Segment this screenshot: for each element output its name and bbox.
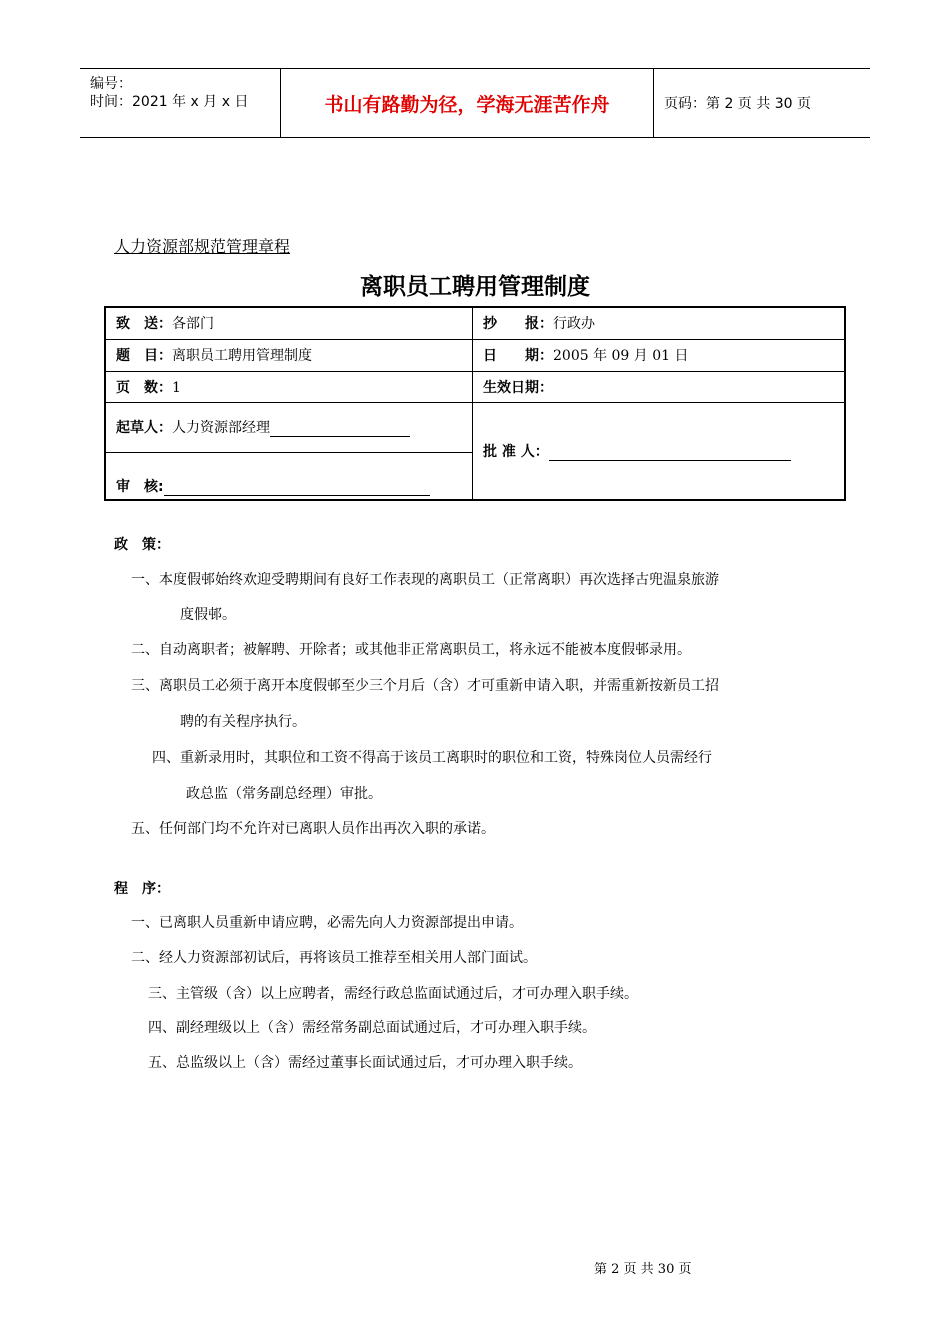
date-label: 日 期： (483, 348, 553, 364)
drafter-cell (105, 402, 473, 452)
subject-cell (105, 339, 473, 371)
to-value: 各部门 (172, 316, 214, 333)
approver-cell (473, 402, 846, 500)
policy-item-2: 二、自动离职者；被解聘、开除者；或其他非正常离职员工，将永远不能被本度假邨录用。 (131, 642, 691, 658)
to-label: 致 送： (116, 316, 172, 333)
number-label: 编号： (90, 76, 132, 92)
policy-item-3: 三、离职员工必须于离开本度假邨至少三个月后（含）才可重新申请入职，并需重新按新员工招 (131, 678, 719, 694)
cc-cell (473, 307, 846, 339)
procedure-step-5: 五、总监级以上（含）需经过董事长面试通过后，才可办理入职手续。 (148, 1055, 582, 1071)
policy-item-4-cont: 政总监（常务副总经理）审批。 (186, 786, 382, 802)
drafter-signature-line (270, 421, 410, 437)
document-subtitle: 人力资源部规范管理章程 (114, 237, 291, 256)
approver-signature-line (549, 445, 791, 461)
procedure-heading: 程 序： (114, 881, 170, 897)
page-header (80, 68, 870, 138)
procedure-step-4: 四、副经理级以上（含）需经常务副总面试通过后，才可办理入职手续。 (148, 1020, 596, 1036)
policy-item-1-cont: 度假邨。 (180, 607, 236, 623)
motto-text: 书山有路勤为径，学海无涯苦作舟 (324, 93, 610, 116)
procedure-step-3: 三、主管级（含）以上应聘者，需经行政总监面试通过后，才可办理入职手续。 (148, 986, 638, 1002)
drafter-label: 起草人： (116, 420, 172, 436)
policy-item-4: 四、重新录用时，其职位和工资不得高于该员工离职时的职位和工资，特殊岗位人员需经行 (152, 750, 712, 766)
subject-value: 离职员工聘用管理制度 (172, 348, 312, 364)
subject-label: 题 目： (116, 348, 172, 364)
effective-date-cell (473, 371, 846, 402)
policy-item-5: 五、任何部门均不允许对已离职人员作出再次入职的承诺。 (131, 821, 495, 837)
header-meta-cell (80, 69, 281, 137)
procedure-step-2: 二、经人力资源部初试后，再将该员工推荐至相关用人部门面试。 (131, 950, 537, 966)
page-code: 页码：第 2 页 共 30 页 (664, 96, 811, 112)
page-footer: 第 2 页 共 30 页 (594, 1262, 692, 1277)
policy-heading: 政 策： (114, 537, 170, 553)
approver-label: 批 准 人： (483, 443, 549, 460)
time-label: 时间：2021 年 x 月 x 日 (90, 94, 249, 110)
effective-date-label: 生效日期： (483, 379, 553, 396)
review-signature-line (164, 480, 430, 496)
cc-label: 抄 报： (483, 316, 553, 333)
review-label: 审 核: (116, 479, 164, 495)
cc-value: 行政办 (553, 316, 595, 333)
pages-label: 页 数： (116, 379, 172, 396)
policy-item-3-cont: 聘的有关程序执行。 (180, 714, 306, 730)
date-value: 2005 年 09 月 01 日 (553, 348, 689, 364)
procedure-step-1: 一、已离职人员重新申请应聘，必需先向人力资源部提出申请。 (131, 915, 523, 931)
info-table (104, 306, 846, 501)
pages-value: 1 (172, 379, 181, 396)
header-page-cell (654, 69, 870, 137)
pages-cell (105, 371, 473, 402)
review-cell (105, 452, 473, 500)
to-cell (105, 307, 473, 339)
date-cell (473, 339, 846, 371)
document-title: 离职员工聘用管理制度 (360, 274, 590, 300)
policy-item-1: 一、本度假邨始终欢迎受聘期间有良好工作表现的离职员工（正常离职）再次选择古兜温泉旅游 (131, 572, 719, 588)
drafter-value: 人力资源部经理 (172, 420, 270, 436)
header-motto-cell (281, 69, 654, 137)
